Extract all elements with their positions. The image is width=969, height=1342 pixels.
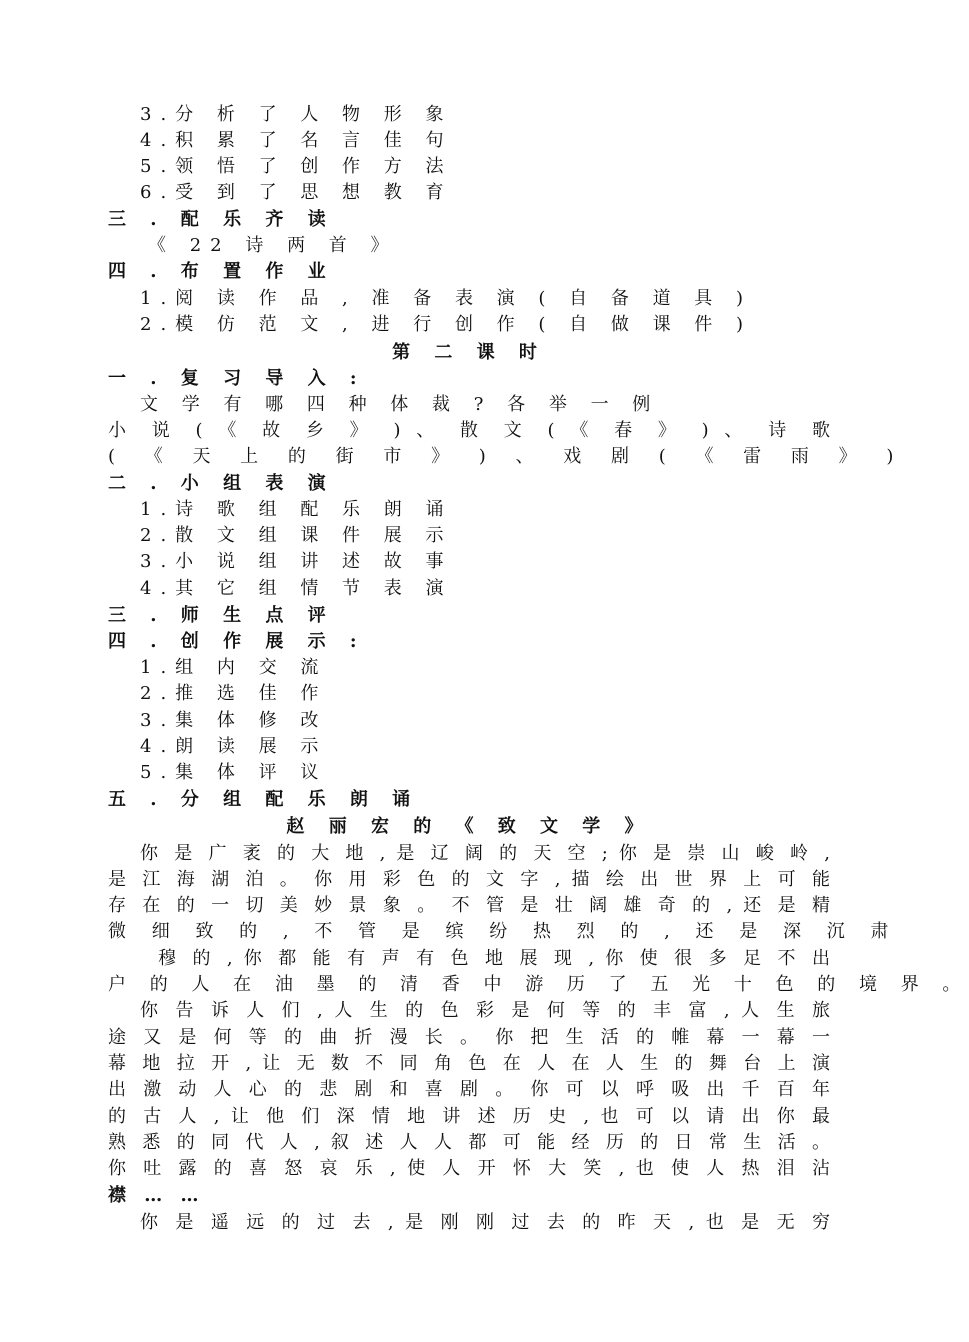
- text-line: 文 学 有 哪 四 种 体 裁 ? 各 举 一 例: [140, 394, 660, 415]
- poem-line: 幕 地 拉 开 , 让 无 数 不 同 角 色 在 人 在 人 生 的 舞 台 上 演: [108, 1053, 830, 1074]
- list-item: 1.阅 读 作 品 , 准 备 表 演 ( 自 备 道 具 ): [140, 288, 753, 309]
- poem-line: 襟 … …: [108, 1185, 205, 1206]
- list-item: 6.受 到 了 思 想 教 育: [140, 182, 453, 203]
- section-heading: 四 . 创 作 展 示 :: [108, 631, 366, 652]
- section-heading: 二 . 小 组 表 演: [108, 473, 335, 494]
- section-heading: 三 . 配 乐 齐 读: [108, 209, 335, 230]
- list-item: 2.散 文 组 课 件 展 示: [140, 525, 453, 546]
- list-item: 5.领 悟 了 创 作 方 法: [140, 156, 453, 177]
- list-item: 4.其 它 组 情 节 表 演: [140, 578, 453, 599]
- list-item: 1.诗 歌 组 配 乐 朗 诵: [140, 499, 453, 520]
- list-item: 3.小 说 组 讲 述 故 事: [140, 551, 453, 572]
- poem-line: 出 激 动 人 心 的 悲 剧 和 喜 剧 。 你 可 以 呼 吸 出 千 百 年: [108, 1079, 830, 1100]
- list-item: 5.集 体 评 议: [140, 762, 328, 783]
- poem-line: 你 吐 露 的 喜 怒 哀 乐 , 使 人 开 怀 大 笑 , 也 使 人 热 泪 沾: [108, 1158, 830, 1179]
- list-item: 3.集 体 修 改: [140, 710, 328, 731]
- poem-line: 穆 的 , 你 都 能 有 声 有 色 地 展 现 , 你 使 很 多 足 不 出: [158, 948, 830, 969]
- poem-line: 户 的 人 在 油 墨 的 清 香 中 游 历 了 五 光 十 色 的 境 界 。: [108, 974, 969, 995]
- poem-line: 你 是 遥 远 的 过 去 , 是 刚 刚 过 去 的 昨 天 , 也 是 无 穷: [140, 1212, 831, 1233]
- list-item: 2.推 选 佳 作: [140, 683, 328, 704]
- list-item: 3.分 析 了 人 物 形 象: [140, 104, 453, 125]
- text-line: ( 《 天 上 的 街 市 》 ) 、 戏 剧 ( 《 雷 雨 》 ): [108, 446, 906, 467]
- poem-line: 微 细 致 的 , 不 管 是 缤 纷 热 烈 的 , 还 是 深 沉 肃: [108, 921, 899, 942]
- poem-line: 你 告 诉 人 们 , 人 生 的 色 彩 是 何 等 的 丰 富 , 人 生 旅: [140, 1000, 831, 1021]
- section-heading: 一 . 复 习 导 入 :: [108, 368, 366, 389]
- poem-line: 熟 悉 的 同 代 人 , 叙 述 人 人 都 可 能 经 历 的 日 常 生 活 。: [108, 1132, 830, 1153]
- poem-line: 你 是 广 袤 的 大 地 , 是 辽 阔 的 天 空 ; 你 是 崇 山 峻 岭 ,: [140, 843, 830, 864]
- poem-line: 是 江 海 湖 泊 。 你 用 彩 色 的 文 字 , 描 绘 出 世 界 上 可 能: [108, 869, 830, 890]
- text-line: 小 说 ( 《 故 乡 》 ) 、 散 文 ( 《 春 》 ) 、 诗 歌: [108, 420, 830, 441]
- poem-line: 途 又 是 何 等 的 曲 折 漫 长 。 你 把 生 活 的 帷 幕 一 幕 一: [108, 1027, 830, 1048]
- poem-line: 存 在 的 一 切 美 妙 景 象 。 不 管 是 壮 阔 雄 奇 的 , 还 是 精: [108, 895, 830, 916]
- poem-line: 的 古 人 , 让 他 们 深 情 地 讲 述 历 史 , 也 可 以 请 出 你 最: [108, 1106, 830, 1127]
- list-item: 4.积 累 了 名 言 佳 句: [140, 130, 453, 151]
- text-line: 《 22 诗 两 首 》: [148, 235, 398, 256]
- list-item: 1.组 内 交 流: [140, 657, 328, 678]
- section-heading: 四 . 布 置 作 业: [108, 261, 335, 282]
- poem-title: 赵 丽 宏 的 《 致 文 学 》: [286, 816, 652, 837]
- list-item: 4.朗 读 展 示: [140, 736, 328, 757]
- section-heading: 三 . 师 生 点 评: [108, 605, 335, 626]
- list-item: 2.模 仿 范 文 , 进 行 创 作 ( 自 做 课 件 ): [140, 314, 753, 335]
- lesson-title: 第 二 课 时: [392, 342, 546, 363]
- section-heading: 五 . 分 组 配 乐 朗 诵: [108, 789, 420, 810]
